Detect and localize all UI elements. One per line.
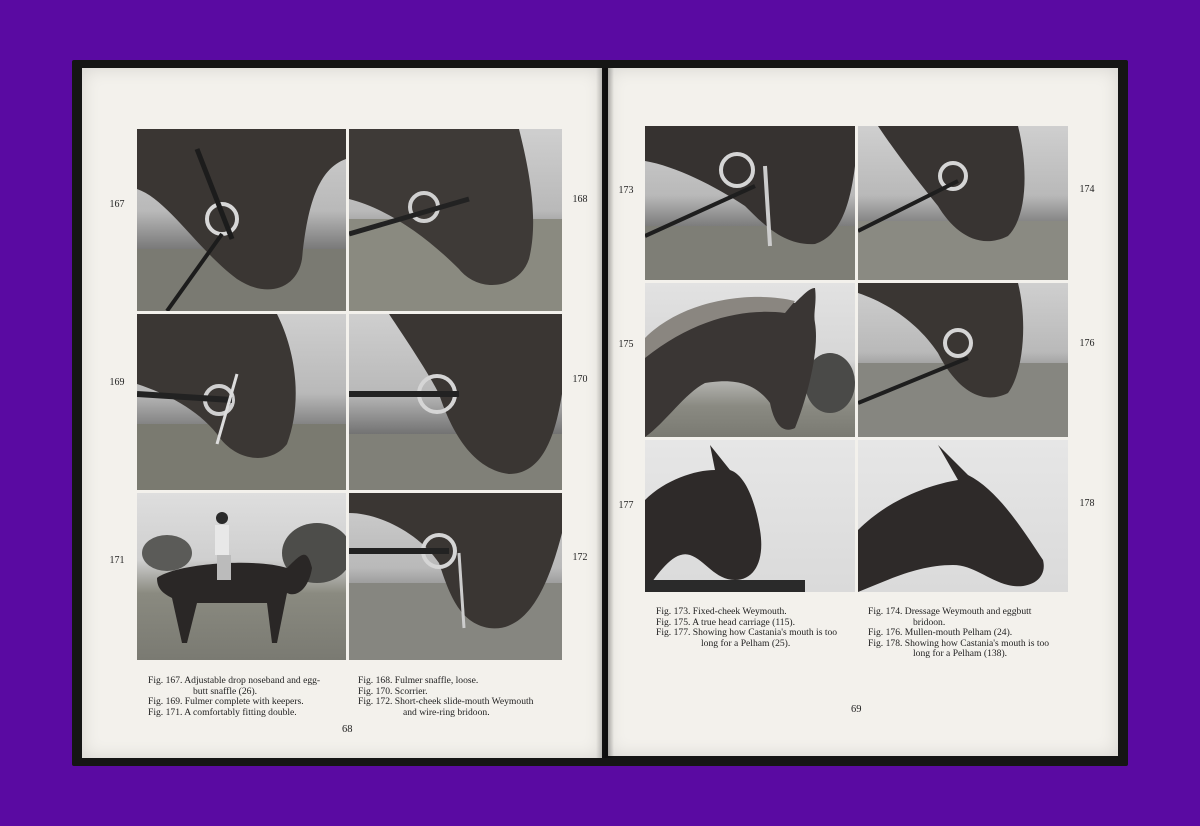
caption-line: and wire-ring bridoon. (403, 706, 490, 718)
photo-fig-170 (349, 314, 562, 490)
photo-fig-178 (858, 440, 1068, 592)
fig-number-172: 172 (572, 552, 588, 563)
caption-line: Fig. 175. A true head carriage (115). (656, 616, 795, 628)
photo-fig-176 (858, 283, 1068, 437)
caption-block-right-2 (868, 607, 1049, 660)
caption-line: long for a Pelham (25). (701, 637, 791, 649)
photo-fig-171 (137, 493, 346, 660)
caption-line: Fig. 168. Fulmer snaffle, loose. (358, 675, 479, 686)
caption-line: Fig. 171. A comfortably fitting double. (148, 706, 297, 718)
photo-fig-174 (858, 126, 1068, 280)
caption-block-left-1 (148, 676, 320, 718)
caption-line: Fig. 169. Fulmer complete with keepers. (148, 696, 304, 708)
page-number-right: 69 (851, 704, 862, 715)
gutter-shadow (596, 68, 614, 758)
fig-number-168: 168 (572, 194, 588, 205)
fig-number-175: 175 (618, 339, 634, 350)
caption-line: Fig. 178. Showing how Castania's mouth is too (868, 637, 1050, 649)
fig-number-170: 170 (572, 374, 588, 385)
caption-line: long for a Pelham (138). (913, 648, 1008, 660)
caption-line: Fig. 172. Short-cheek slide-mouth Weymouth (358, 696, 534, 708)
fig-number-176: 176 (1079, 338, 1095, 349)
photo-fig-172 (349, 493, 562, 660)
caption-line: butt snaffle (26). (193, 685, 258, 697)
caption-block-right-1 (656, 607, 837, 649)
caption-line: Fig. 174. Dressage Weymouth and eggbutt (868, 606, 1032, 617)
photo-fig-173 (645, 126, 855, 280)
photo-fig-168 (349, 129, 562, 311)
fig-number-174: 174 (1079, 184, 1095, 195)
fig-number-169: 169 (109, 377, 125, 388)
fig-number-171: 171 (109, 555, 125, 566)
caption-block-left-2 (358, 676, 533, 718)
caption-line: Fig. 177. Showing how Castania's mouth is too (656, 627, 838, 639)
fig-number-167: 167 (109, 199, 125, 210)
page-number-left: 68 (342, 724, 353, 735)
fig-number-173: 173 (618, 185, 634, 196)
caption-line: Fig. 167. Adjustable drop noseband and egg- (148, 675, 321, 686)
caption-line: bridoon. (913, 616, 946, 628)
fig-number-178: 178 (1079, 498, 1095, 509)
photo-fig-177 (645, 440, 855, 592)
photo-fig-169 (137, 314, 346, 490)
photo-fig-175 (645, 283, 855, 437)
photo-fig-167 (137, 129, 346, 311)
caption-line: Fig. 173. Fixed-cheek Weymouth. (656, 606, 787, 617)
caption-line: Fig. 176. Mullen-mouth Pelham (24). (868, 627, 1013, 639)
fig-number-177: 177 (618, 500, 634, 511)
caption-line: Fig. 170. Scorrier. (358, 685, 428, 697)
